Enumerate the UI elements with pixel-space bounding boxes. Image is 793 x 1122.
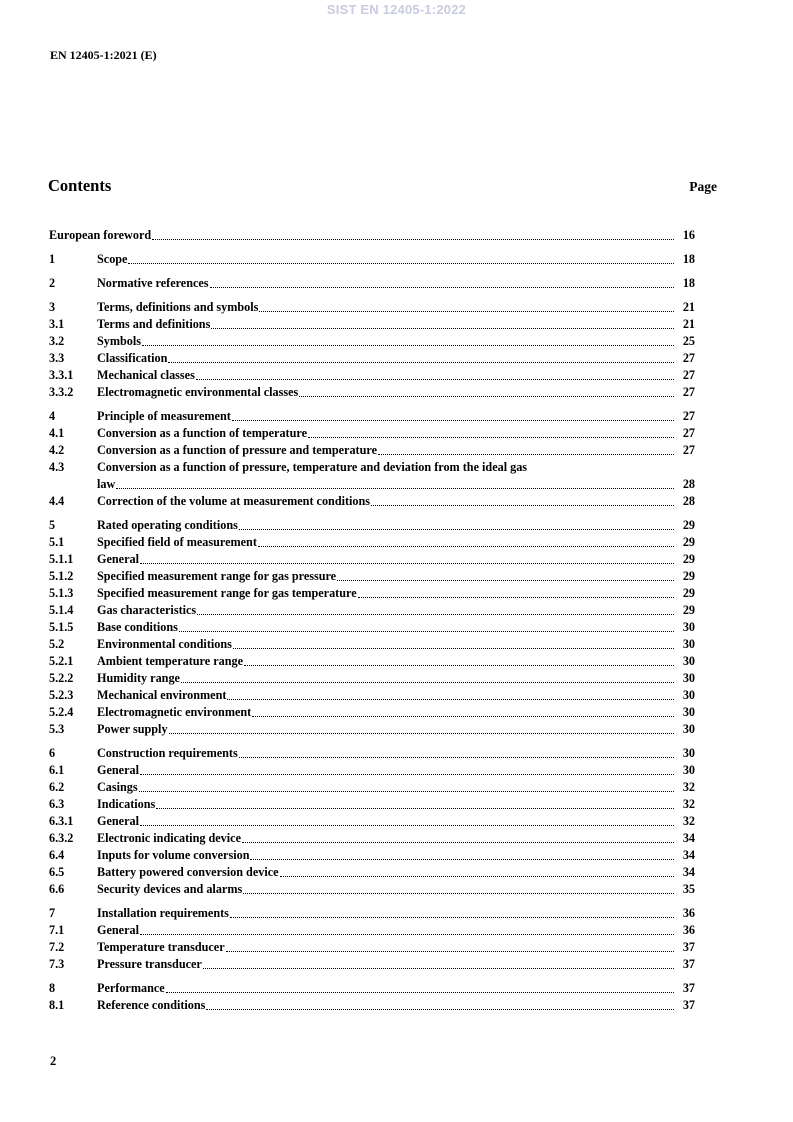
toc-dot-leader [179, 631, 674, 632]
toc-dot-leader [259, 311, 674, 312]
toc-entry-page: 37 [682, 998, 695, 1012]
toc-entry-page: 34 [682, 848, 695, 862]
toc-entry[interactable] [49, 316, 695, 333]
toc-entry-page: 36 [682, 923, 695, 937]
toc-dot-leader [116, 488, 674, 489]
toc-entry-number: 1 [49, 252, 56, 266]
toc-entry-title: Electronic indicating device [97, 831, 241, 845]
toc-entry[interactable] [49, 721, 695, 738]
toc-group [49, 227, 695, 244]
toc-entry[interactable] [49, 408, 695, 425]
toc-entry[interactable] [49, 551, 695, 568]
toc-dot-leader [140, 563, 674, 564]
toc-entry-title: Temperature transducer [97, 940, 225, 954]
toc-entry-title: Security devices and alarms [97, 882, 243, 896]
toc-dot-leader [140, 825, 674, 826]
toc-entry-title: Normative references [97, 276, 209, 290]
toc-entry[interactable] [49, 687, 695, 704]
toc-entry-title: Correction of the volume at measurement conditions [97, 494, 371, 508]
toc-entry[interactable] [49, 602, 695, 619]
toc-entry-number: 6.1 [49, 763, 65, 777]
toc-entry-number: 3.3 [49, 351, 65, 365]
toc-entry-title: Performance [97, 981, 165, 995]
toc-entry-page: 30 [682, 705, 695, 719]
toc-entry-title: Electromagnetic environmental classes [97, 385, 299, 399]
toc-dot-leader [168, 362, 674, 363]
toc-entry-number: 7.3 [49, 957, 65, 971]
toc-entry-number: 4.1 [49, 426, 65, 440]
toc-entry[interactable] [49, 367, 695, 384]
toc-group [49, 905, 695, 973]
contents-title: Contents [48, 176, 112, 195]
toc-dot-leader [378, 454, 674, 455]
toc-entry-page: 37 [682, 957, 695, 971]
toc-entry-page: 30 [682, 637, 695, 651]
toc-group [49, 408, 695, 510]
toc-entry-page: 32 [682, 814, 695, 828]
toc-dot-leader [308, 437, 674, 438]
toc-entry[interactable] [49, 704, 695, 721]
toc-entry-number: 5.2.1 [49, 654, 74, 668]
toc-entry[interactable] [49, 653, 695, 670]
toc-entry-title: Terms, definitions and symbols [97, 300, 259, 314]
toc-entry-title: Terms and definitions [97, 317, 211, 331]
toc-entry[interactable] [49, 442, 695, 459]
toc-entry[interactable] [49, 830, 695, 847]
toc-entry-number: 2 [49, 276, 56, 290]
toc-entry-page: 36 [682, 906, 695, 920]
toc-entry-number: 7.2 [49, 940, 65, 954]
toc-entry-page: 25 [682, 334, 695, 348]
toc-entry-title: Pressure transducer [97, 957, 202, 971]
table-of-contents [49, 227, 695, 1021]
toc-dot-leader [239, 757, 674, 758]
toc-entry-title: Specified measurement range for gas pressure [97, 569, 337, 583]
toc-entry-title: General [97, 814, 139, 828]
toc-entry[interactable] [49, 762, 695, 779]
toc-dot-leader [239, 529, 674, 530]
toc-entry[interactable] [49, 922, 695, 939]
toc-entry-page: 29 [682, 535, 695, 549]
toc-entry-page: 28 [682, 477, 695, 491]
toc-entry-number: 3.2 [49, 334, 65, 348]
toc-entry-page: 37 [682, 981, 695, 995]
toc-entry-page: 32 [682, 797, 695, 811]
toc-entry-number: 3.3.1 [49, 368, 74, 382]
toc-entry-title-continued: law [97, 477, 116, 491]
toc-entry-page: 30 [682, 620, 695, 634]
toc-entry-number: 7.1 [49, 923, 65, 937]
toc-entry-number: 5.1.2 [49, 569, 74, 583]
toc-dot-leader [181, 682, 674, 683]
toc-dot-leader [128, 263, 674, 264]
toc-dot-leader [371, 505, 674, 506]
toc-entry-number: 5.2.3 [49, 688, 74, 702]
toc-group [49, 517, 695, 738]
toc-entry[interactable] [49, 864, 695, 881]
toc-entry[interactable] [49, 350, 695, 367]
toc-dot-leader [252, 716, 674, 717]
toc-entry-page: 30 [682, 671, 695, 685]
toc-dot-leader [358, 597, 674, 598]
toc-group [49, 299, 695, 401]
toc-entry[interactable] [49, 251, 695, 268]
toc-entry-number: 3.3.2 [49, 385, 74, 399]
toc-entry-number: 4.4 [49, 494, 65, 508]
toc-entry[interactable] [49, 275, 695, 292]
toc-entry[interactable] [49, 459, 695, 476]
toc-entry-page: 34 [682, 865, 695, 879]
toc-entry-title: European foreword [49, 228, 152, 242]
toc-entry[interactable] [49, 980, 695, 997]
toc-entry-number: 5.1.5 [49, 620, 74, 634]
toc-entry-page: 27 [682, 426, 695, 440]
toc-entry-title: Casings [97, 780, 138, 794]
toc-entry[interactable] [49, 227, 695, 244]
toc-entry-page: 30 [682, 746, 695, 760]
toc-entry-title: Humidity range [97, 671, 180, 685]
toc-entry-number: 5.2.2 [49, 671, 74, 685]
toc-entry-page: 21 [682, 317, 695, 331]
toc-entry-title: General [97, 552, 139, 566]
toc-entry-title: Electromagnetic environment [97, 705, 252, 719]
toc-dot-leader [337, 580, 674, 581]
toc-entry-page: 35 [682, 882, 695, 896]
toc-entry-page: 27 [682, 351, 695, 365]
toc-entry[interactable] [49, 847, 695, 864]
toc-entry-title: Ambient temperature range [97, 654, 243, 668]
toc-entry-page: 29 [682, 552, 695, 566]
toc-entry-title: Mechanical environment [97, 688, 227, 702]
toc-entry[interactable] [49, 881, 695, 898]
toc-entry[interactable] [49, 619, 695, 636]
toc-entry-page: 30 [682, 763, 695, 777]
toc-entry-page: 30 [682, 722, 695, 736]
toc-entry-title: Base conditions [97, 620, 178, 634]
toc-entry-number: 8 [49, 981, 56, 995]
toc-entry[interactable] [49, 585, 695, 602]
toc-dot-leader [206, 1009, 674, 1010]
toc-dot-leader [140, 774, 674, 775]
toc-entry-number: 6.6 [49, 882, 65, 896]
toc-dot-leader [156, 808, 674, 809]
toc-entry[interactable] [49, 779, 695, 796]
toc-entry-page: 28 [682, 494, 695, 508]
toc-dot-leader [230, 917, 674, 918]
toc-entry-title: Principle of measurement [97, 409, 231, 423]
toc-entry-number: 4.3 [49, 460, 65, 474]
toc-dot-leader [250, 859, 674, 860]
toc-entry-page: 30 [682, 654, 695, 668]
toc-dot-leader [142, 345, 674, 346]
toc-entry-page: 21 [682, 300, 695, 314]
toc-dot-leader [226, 951, 674, 952]
toc-entry[interactable] [49, 670, 695, 687]
toc-entry[interactable] [49, 796, 695, 813]
toc-group [49, 980, 695, 1014]
toc-entry-title: Conversion as a function of pressure, temperature and deviation from the ideal gas [97, 460, 528, 474]
toc-entry-number: 6.5 [49, 865, 65, 879]
toc-dot-leader [203, 968, 674, 969]
toc-entry[interactable] [49, 636, 695, 653]
document-id: EN 12405-1:2021 (E) [50, 48, 157, 62]
toc-entry-title: Environmental conditions [97, 637, 232, 651]
toc-entry[interactable] [49, 905, 695, 922]
toc-group [49, 251, 695, 268]
toc-entry-number: 7 [49, 906, 56, 920]
toc-entry-number: 6.2 [49, 780, 65, 794]
toc-entry-number: 4 [49, 409, 56, 423]
toc-entry-title: General [97, 923, 139, 937]
toc-group [49, 275, 695, 292]
toc-dot-leader [166, 992, 674, 993]
toc-entry[interactable] [49, 568, 695, 585]
toc-dot-leader [242, 842, 674, 843]
toc-dot-leader [196, 379, 674, 380]
toc-entry-title: Conversion as a function of pressure and temperature [97, 443, 377, 457]
toc-entry[interactable] [49, 813, 695, 830]
toc-dot-leader [227, 699, 674, 700]
toc-entry-number: 5.1.3 [49, 586, 74, 600]
toc-entry-title: Classification [97, 351, 168, 365]
toc-entry-page: 18 [682, 276, 695, 290]
toc-entry[interactable] [49, 333, 695, 350]
toc-entry[interactable] [49, 534, 695, 551]
toc-dot-leader [210, 287, 674, 288]
toc-entry-number: 5 [49, 518, 56, 532]
toc-dot-leader [299, 396, 674, 397]
toc-entry-title: Inputs for volume conversion [97, 848, 250, 862]
toc-entry-number: 5.1 [49, 535, 65, 549]
toc-entry-number: 5.3 [49, 722, 65, 736]
toc-entry[interactable] [49, 939, 695, 956]
toc-entry-title: Specified measurement range for gas temperature [97, 586, 357, 600]
toc-dot-leader [243, 893, 674, 894]
toc-entry-page: 27 [682, 385, 695, 399]
toc-entry-page: 18 [682, 252, 695, 266]
toc-entry-page: 27 [682, 368, 695, 382]
toc-entry-title: Installation requirements [97, 906, 229, 920]
toc-entry[interactable] [49, 745, 695, 762]
toc-entry-title: Power supply [97, 722, 168, 736]
toc-dot-leader [211, 328, 674, 329]
toc-entry-number: 6 [49, 746, 56, 760]
toc-entry-title: Construction requirements [97, 746, 238, 760]
toc-entry-number: 5.2.4 [49, 705, 74, 719]
toc-entry-title: Symbols [97, 334, 142, 348]
toc-dot-leader [232, 420, 674, 421]
toc-entry-title: General [97, 763, 139, 777]
toc-entry-page: 32 [682, 780, 695, 794]
toc-entry-number: 3.1 [49, 317, 65, 331]
toc-dot-leader [139, 791, 674, 792]
toc-entry-page: 37 [682, 940, 695, 954]
toc-entry-number: 6.4 [49, 848, 65, 862]
footer-page-number: 2 [50, 1054, 57, 1068]
toc-entry[interactable] [49, 425, 695, 442]
toc-entry-number: 5.1.4 [49, 603, 74, 617]
toc-dot-leader [233, 648, 674, 649]
toc-group [49, 745, 695, 898]
toc-entry-title: Reference conditions [97, 998, 206, 1012]
toc-entry-number: 5.2 [49, 637, 65, 651]
toc-entry[interactable] [49, 517, 695, 534]
toc-dot-leader [197, 614, 674, 615]
toc-entry-page: 27 [682, 443, 695, 457]
toc-entry-number: 6.3.2 [49, 831, 74, 845]
toc-entry-number: 8.1 [49, 998, 65, 1012]
toc-entry-number: 4.2 [49, 443, 65, 457]
toc-entry-title: Specified field of measurement [97, 535, 257, 549]
toc-entry-title: Indications [97, 797, 156, 811]
toc-entry-page: 34 [682, 831, 695, 845]
toc-entry-number: 6.3 [49, 797, 65, 811]
toc-entry[interactable] [49, 384, 695, 401]
toc-entry-number: 5.1.1 [49, 552, 74, 566]
toc-entry-page: 29 [682, 569, 695, 583]
toc-entry-number: 6.3.1 [49, 814, 74, 828]
toc-entry-number: 3 [49, 300, 56, 314]
watermark: SIST EN 12405-1:2022 [326, 2, 467, 17]
toc-entry-title: Rated operating conditions [97, 518, 238, 532]
page-column-label: Page [689, 179, 717, 194]
toc-entry-title: Battery powered conversion device [97, 865, 279, 879]
toc-entry-title: Scope [97, 252, 128, 266]
toc-entry-continuation[interactable] [49, 476, 695, 493]
toc-dot-leader [140, 934, 674, 935]
toc-dot-leader [152, 239, 674, 240]
toc-dot-leader [280, 876, 674, 877]
toc-entry-page: 29 [682, 518, 695, 532]
toc-entry-title: Mechanical classes [97, 368, 195, 382]
toc-entry-title: Conversion as a function of temperature [97, 426, 307, 440]
toc-dot-leader [169, 733, 674, 734]
toc-entry-page: 30 [682, 688, 695, 702]
toc-entry-page: 29 [682, 586, 695, 600]
toc-entry[interactable] [49, 299, 695, 316]
toc-dot-leader [244, 665, 674, 666]
toc-dot-leader [258, 546, 674, 547]
toc-entry-page: 29 [682, 603, 695, 617]
toc-entry[interactable] [49, 997, 695, 1014]
toc-entry-page: 27 [682, 409, 695, 423]
toc-entry[interactable] [49, 956, 695, 973]
toc-entry-page: 16 [682, 228, 695, 242]
toc-entry-title: Gas characteristics [97, 603, 197, 617]
toc-entry[interactable] [49, 493, 695, 510]
